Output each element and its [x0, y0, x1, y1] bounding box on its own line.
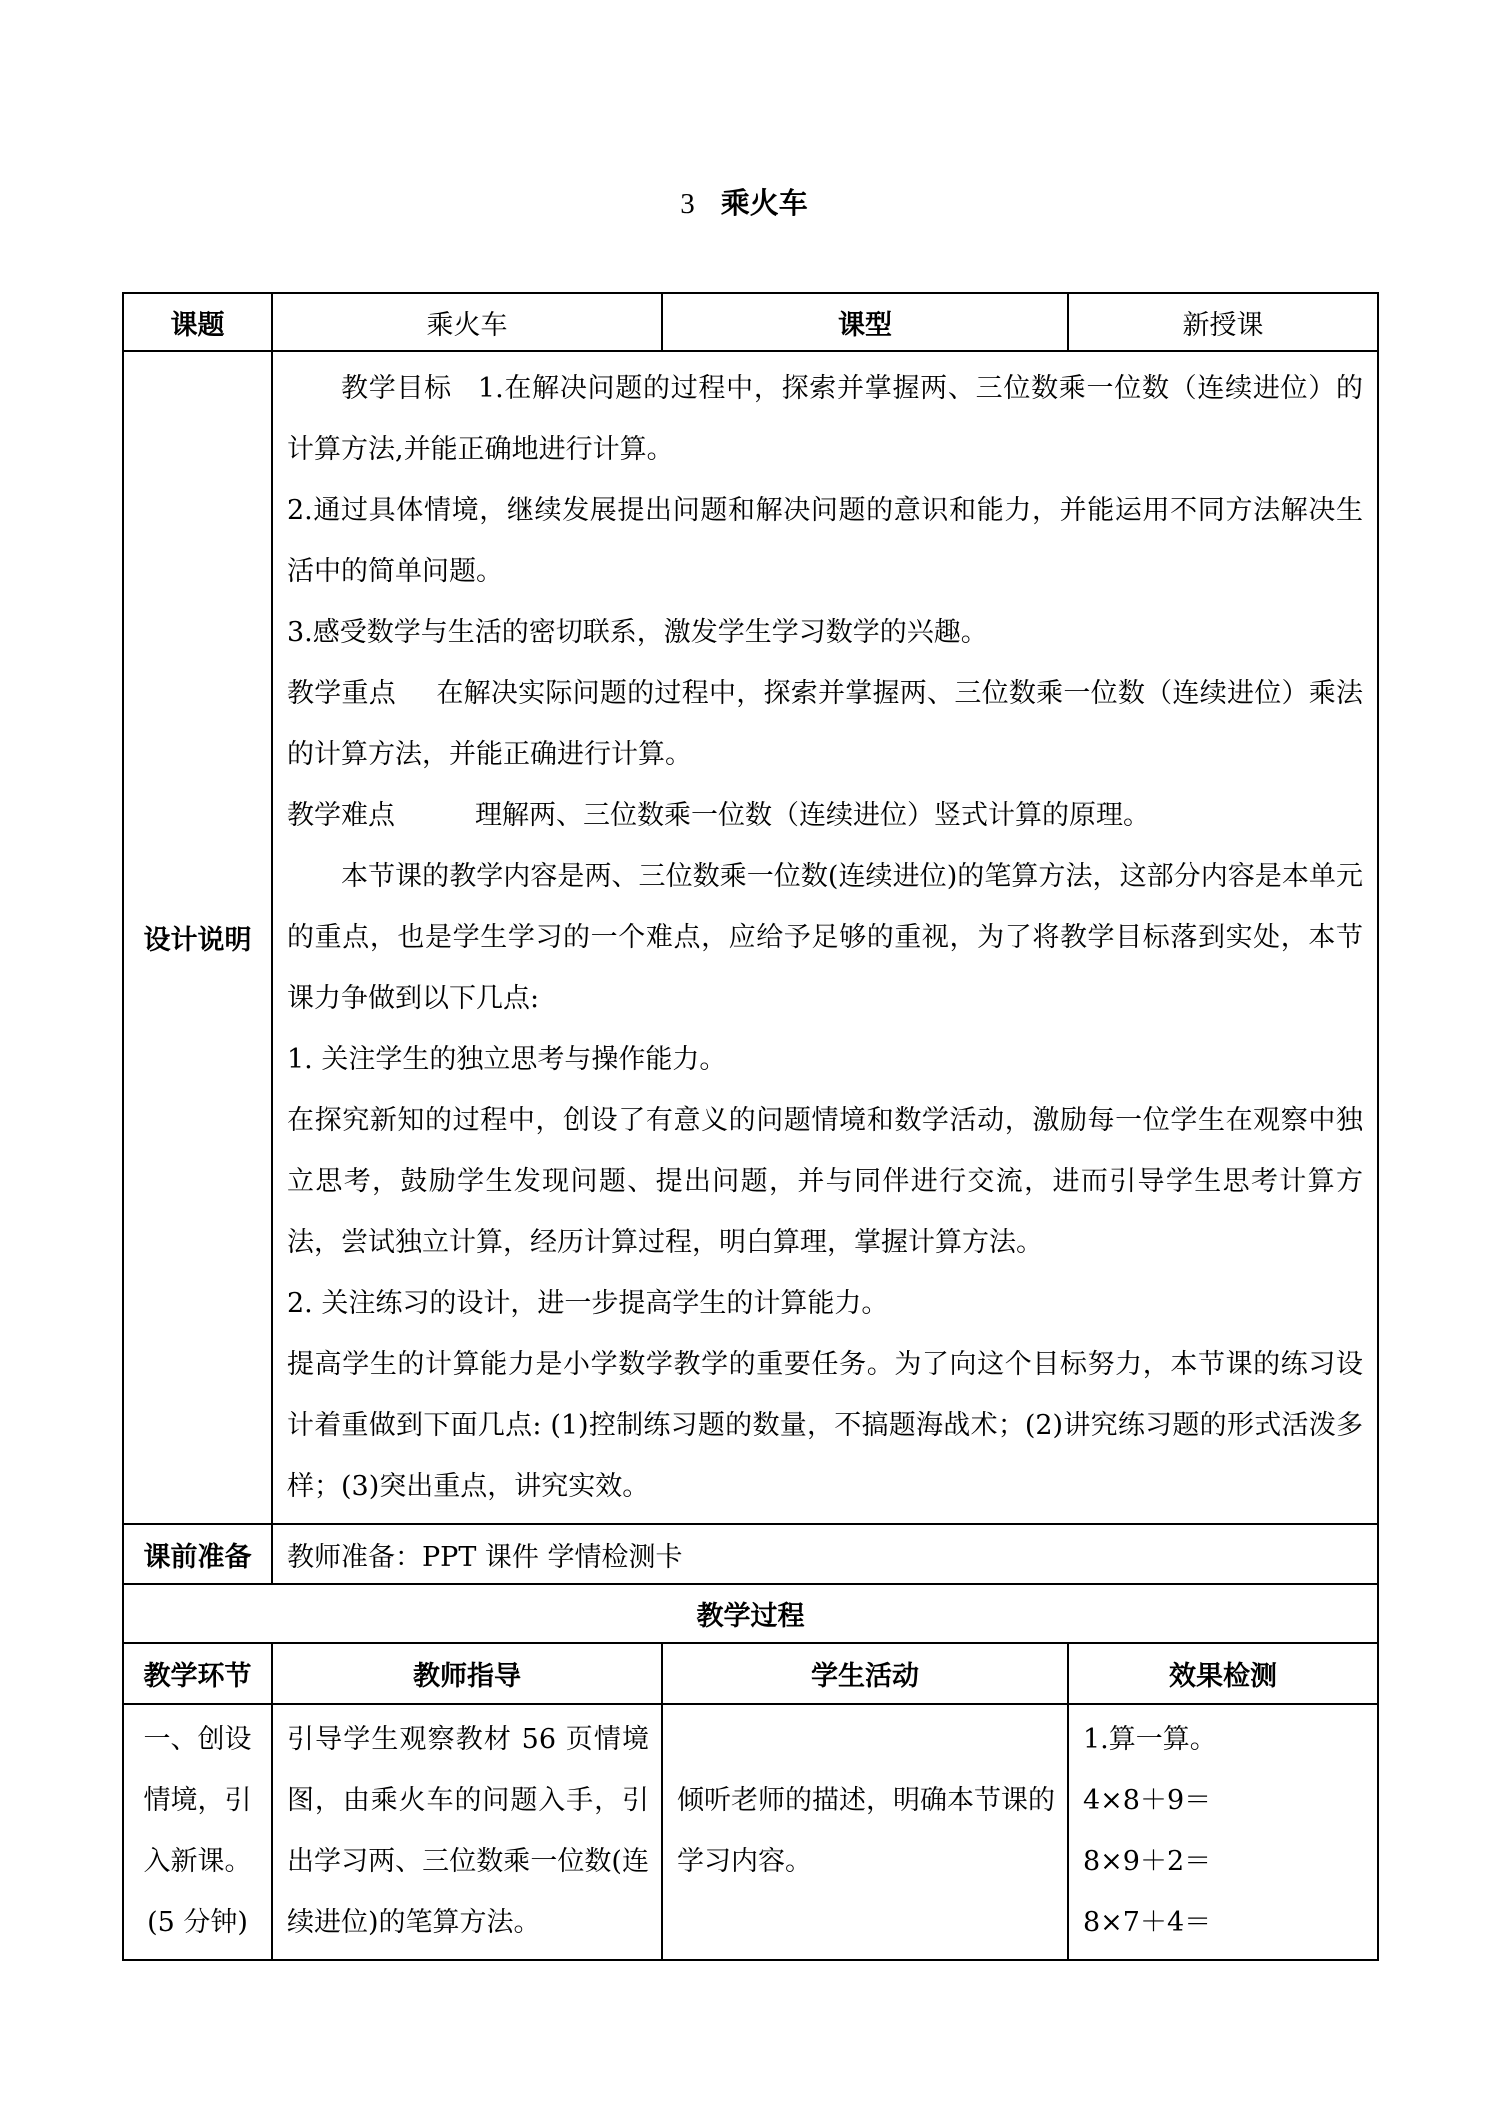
design-intro: 本节课的教学内容是两、三位数乘一位数(连续进位)的笔算方法，这部分内容是本单元的重点，也是学生学习的一个难点，应给予足够的重视，为了将教学目标落到实处，本节课力争做到以下几点:	[287, 861, 1363, 1014]
design-row	[123, 351, 1378, 1524]
teacher-guidance: 引导学生观察教材 56 页情境图，由乘火车的问题入手，引出学习两、三位数乘一位数(连续进位)的笔算方法。	[272, 1704, 662, 1960]
key-paragraph	[287, 663, 1363, 785]
stage-line: 一、创设	[143, 1724, 252, 1755]
difficulty-text: 理解两、三位数乘一位数（连续进位）竖式计算的原理。	[475, 800, 1150, 831]
process-title-row	[123, 1584, 1378, 1643]
difficulty-paragraph	[287, 785, 1363, 846]
page-title	[0, 181, 1488, 222]
process-title: 教学过程	[123, 1584, 1378, 1643]
goal-paragraph	[287, 358, 1363, 480]
goal-3: 3.感受数学与生活的密切联系，激发学生学习数学的兴趣。	[287, 617, 988, 648]
prep-row	[123, 1524, 1378, 1584]
check-item: 4×8＋9＝	[1083, 1785, 1212, 1816]
stage-line: 入新课。	[143, 1846, 252, 1877]
topic-label: 课题	[123, 293, 272, 351]
student-activity: 倾听老师的描述，明确本节课的学习内容。	[662, 1704, 1068, 1960]
column-header-teacher: 教师指导	[272, 1643, 662, 1704]
lesson-title: 乘火车	[720, 186, 808, 220]
lesson-number: 3	[680, 188, 695, 220]
type-label: 课型	[662, 293, 1068, 351]
process-header-row	[123, 1643, 1378, 1704]
goal-2: 2.通过具体情境，继续发展提出问题和解决问题的意识和能力，并能运用不同方法解决生活中的简单问题。	[287, 495, 1363, 587]
prep-label: 课前准备	[123, 1524, 272, 1584]
difficulty-label: 教学难点	[287, 800, 395, 831]
design-label: 设计说明	[123, 351, 272, 1524]
point-1-text: 在探究新知的过程中，创设了有意义的问题情境和数学活动，激励每一位学生在观察中独立思考，鼓励学生发现问题、提出问题，并与同伴进行交流，进而引导学生思考计算方法，尝试独立计算，经历计算过程，明白算理，掌握计算方法。	[287, 1105, 1363, 1258]
check-item: 8×9＋2＝	[1083, 1846, 1212, 1877]
column-header-check: 效果检测	[1068, 1643, 1378, 1704]
type-value: 新授课	[1068, 293, 1378, 351]
stage-line: 情境，引	[143, 1785, 252, 1816]
prep-value: 教师准备：PPT 课件 学情检测卡	[272, 1524, 1378, 1584]
key-label: 教学重点	[287, 678, 397, 709]
goal-1: 1.在解决问题的过程中，探索并掌握两、三位数乘一位数（连续进位）的计算方法,并能正确地进行计算。	[287, 373, 1364, 465]
header-row	[123, 293, 1378, 351]
effect-check	[1068, 1704, 1378, 1960]
check-title: 1.算一算。	[1083, 1724, 1217, 1755]
column-header-student: 学生活动	[662, 1643, 1068, 1704]
point-2-title: 2. 关注练习的设计，进一步提高学生的计算能力。	[287, 1288, 889, 1319]
check-item: 8×7＋4＝	[1083, 1907, 1212, 1938]
topic-value: 乘火车	[272, 293, 662, 351]
column-header-stage: 教学环节	[123, 1643, 272, 1704]
key-text: 在解决实际问题的过程中，探索并掌握两、三位数乘一位数（连续进位）乘法的计算方法，并能正确进行计算。	[287, 678, 1364, 770]
point-2-text: 提高学生的计算能力是小学数学教学的重要任务。为了向这个目标努力，本节课的练习设计着重做到下面几点: (1)控制练习题的数量，不搞题海战术；(2)讲究练习题的形式活泼多样；(3)突出重点，讲究实效。	[287, 1349, 1363, 1502]
process-row-1	[123, 1704, 1378, 1960]
lesson-plan-table	[122, 292, 1379, 1961]
point-1-title: 1. 关注学生的独立思考与操作能力。	[287, 1044, 727, 1075]
goal-label: 教学目标	[341, 373, 452, 404]
design-content	[272, 351, 1378, 1524]
stage-cell	[123, 1704, 272, 1960]
stage-duration: (5 分钟)	[147, 1907, 248, 1938]
